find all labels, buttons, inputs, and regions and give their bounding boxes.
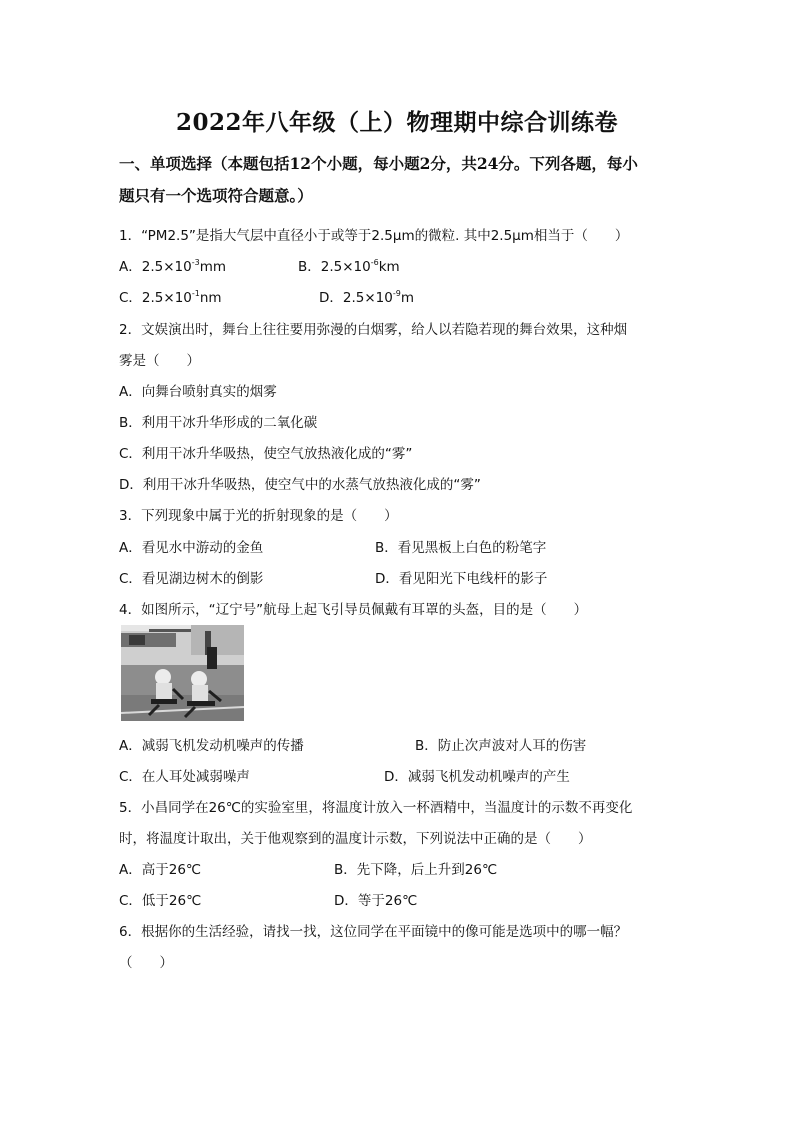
section-heading-line2: 题只有一个选项符合题意。） [119, 186, 313, 205]
q1-option-c: C．$2.5\times 10^{-1}nm$ [119, 289, 222, 306]
q5-option-a: A．高于26℃ [119, 862, 202, 878]
q6-stem-line1: 6．根据你的生活经验，请找一找，这位同学在平面镜中的像可能是选项中的哪一幅？ [119, 924, 628, 940]
q2-stem-line1: 2．文娱演出时，舞台上往往要用弥漫的白烟雾，给人以若隐若现的舞台效果，这种烟 [119, 322, 628, 338]
q1-stem: 1．“PM2.5”是指大气层中直径小于或等于2.5μm的微粒. 其中2.5μm相当于（ ） [119, 228, 629, 244]
q4-option-b: B．防止次声波对人耳的伤害 [415, 738, 587, 754]
q5-stem-line1: 5．小昌同学在26℃的实验室里，将温度计放入一杯酒精中，当温度计的示数不再变化 [119, 800, 633, 816]
q6-stem-line2: （ ） [119, 955, 173, 971]
q3-option-c: C．看见湖边树木的倒影 [119, 571, 264, 587]
q1-option-b: B．$2.5\times 10^{-6}km$ [298, 258, 400, 275]
section-heading-line1: 一、单项选择（本题包括12个小题，每小题2分，共24分。下列各题，每小 [119, 154, 638, 173]
q2-option-a: A．向舞台喷射真实的烟雾 [119, 384, 277, 400]
q2-stem-line2: 雾是（ ） [119, 353, 200, 369]
q5-option-b: B．先下降，后上升到26℃ [334, 862, 498, 878]
q5-option-c: C．低于26℃ [119, 893, 202, 909]
q2-option-c: C．利用干冰升华吸热，使空气放热液化成的“雾” [119, 446, 413, 462]
q4-option-d: D．减弱飞机发动机噪声的产生 [384, 769, 570, 785]
q5-stem-line2: 时，将温度计取出，关于他观察到的温度计示数，下列说法中正确的是（ ） [119, 831, 592, 847]
q4-option-c: C．在人耳处减弱噪声 [119, 769, 250, 785]
q2-option-b: B．利用干冰升华形成的二氧化碳 [119, 415, 318, 431]
q5-option-d: D．等于26℃ [334, 893, 418, 909]
q1-option-d: D．$2.5\times 10^{-9}m$ [319, 289, 414, 306]
q4-stem: 4．如图所示，“辽宁号”航母上起飞引导员佩戴有耳罩的头盔，目的是（ ） [119, 602, 588, 618]
carrier-crew-photo [121, 625, 244, 721]
q2-option-d: D．利用干冰升华吸热，使空气中的水蒸气放热液化成的“雾” [119, 477, 481, 493]
q3-option-b: B．看见黑板上白色的粉笔字 [375, 540, 547, 556]
q3-option-d: D．看见阳光下电线杆的影子 [375, 571, 548, 587]
q1-option-a: A．$2.5\times 10^{-3}mm$ [119, 258, 226, 275]
q3-option-a: A．看见水中游动的金鱼 [119, 540, 264, 556]
q3-stem: 3．下列现象中属于光的折射现象的是（ ） [119, 508, 398, 524]
page-title: 2022年八年级（上）物理期中综合训练卷 [175, 109, 618, 136]
q4-option-a: A．减弱飞机发动机噪声的传播 [119, 738, 304, 754]
